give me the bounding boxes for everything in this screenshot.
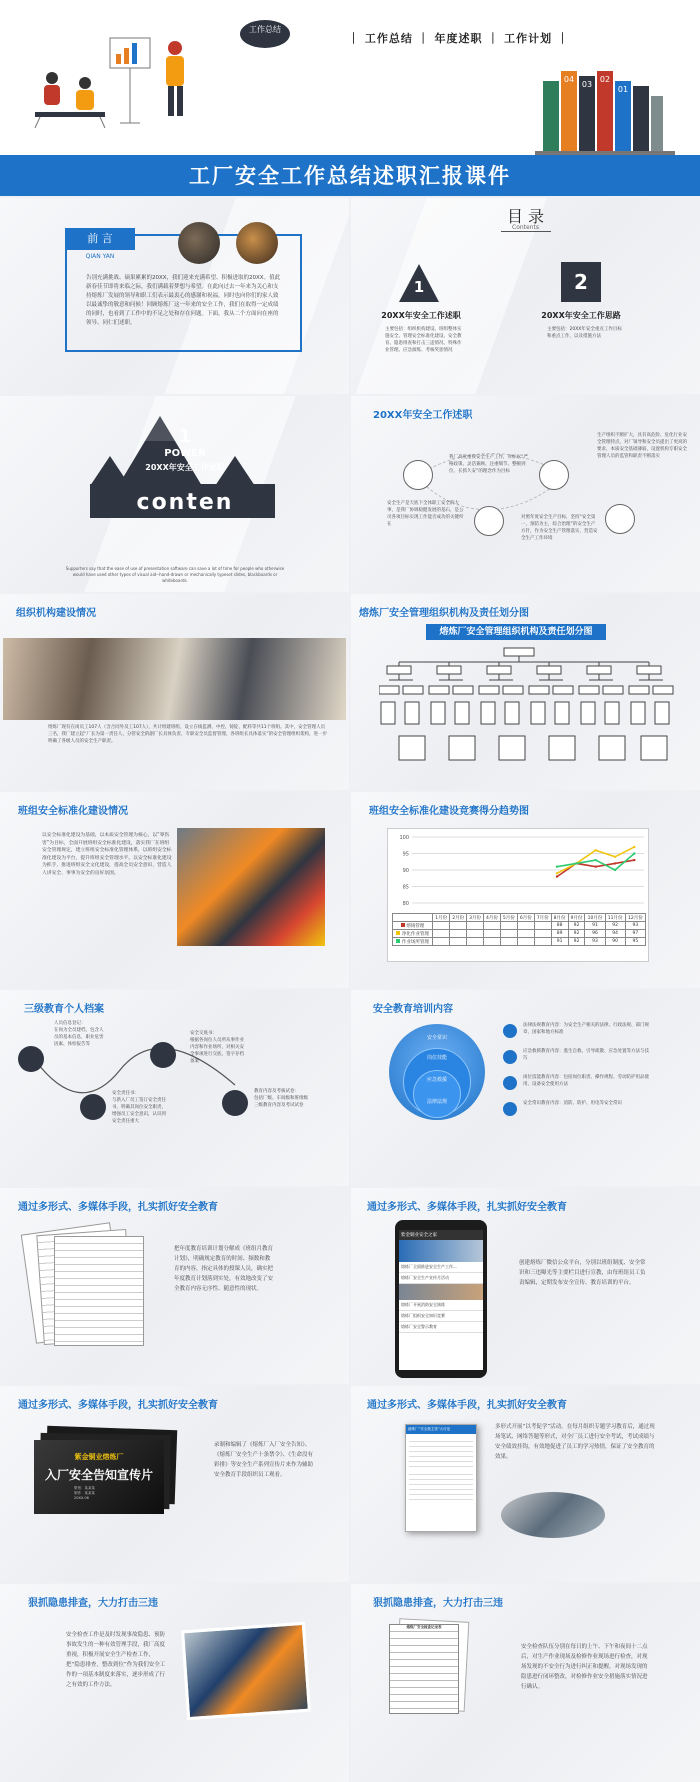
phone-header: 紫金铜业安全之家 [399,1230,483,1240]
work-summary-badge [240,20,290,48]
slide-org-chart [351,594,700,790]
news-thumb [399,1284,483,1300]
ring-label: 安全常识 [426,1035,447,1041]
slide-safety-overview [351,396,700,592]
phone-header: 熔炼厂“安全我主张”大讨论 [406,1425,476,1434]
slide-title: 班组安全标准化建设竞赛得分趋势图 [369,806,529,817]
exam-phone-screen [405,1424,477,1532]
series-label [393,930,433,938]
score-cell [484,938,501,946]
exam-body: 多形式开展“以考促学”活动。在每月组织专题学习教育后，通过现场笔试、网络答题等形式，对全厂员工进行安全考试，考试成绩与安全绩效挂钩，有效地促进了员工的学习热情，保证了安全教育的效果。 [495,1424,655,1460]
poster-credits: 策划：某某某 制作：某某某 20XX.06 [74,1486,95,1500]
phone-frame [395,1220,487,1378]
score-cell: 95 [625,938,645,946]
slide-title: 熔炼厂安全管理组织机构及责任划分图 [359,608,529,619]
score-cell: 92 [568,938,585,946]
globe-icon [539,460,569,490]
slide-org-construction [0,594,349,790]
news-item[interactable]: 熔炼厂组织安全知识竞赛 [399,1311,483,1322]
record-body: 安全检查队伍分别在每日的上午、下午和夜间十二点后，对生产作业现场及检修作业现场进行检查，对现场发现的不安全行为进行纠正和提醒，对现场发现的隐患进行闭环整改，对检修作业安全措施落实情况进行确认。 [521,1644,648,1690]
slide-title: 组织机构建设情况 [16,608,96,619]
form-title: 熔炼厂安全检查记录表 [390,1625,458,1630]
series-row [393,922,646,930]
data-point [633,846,635,848]
exam-content: 教育内容及考核试卷： 包括厂级、车间级和班组级三级教育内容及考试试卷 [254,1089,308,1108]
poster-company: 紫金铜业熔炼厂 [74,1453,124,1461]
team-award-photo [177,828,325,946]
header-nav: ｜ 工作总结 ｜ 年度述职 ｜ 工作计划 ｜ [348,32,569,45]
handshake-icon [150,1042,176,1068]
data-point [556,875,558,877]
data-point [594,849,596,851]
score-cell [517,922,534,930]
score-cell [500,938,517,946]
score-cell [450,930,467,938]
overview-text-1: 我厂高度重视安全生产工作，对标以“严格政策、灵活兼顾、注重细节、整顿到位、长抓久安”的理念作为目标 [449,455,528,474]
score-cell [484,922,501,930]
item2-desc: 主要包括：20XX年安全重点工作目标和重点工作，以及措施方法 [547,327,622,339]
score-cell [484,930,501,938]
score-cell: 92 [568,930,585,938]
score-cell [500,930,517,938]
section-number: 1 [178,426,192,447]
exam-hall-photo [501,1492,605,1538]
person-icon [18,1046,44,1072]
score-cell: 91 [585,922,605,930]
preface-heading-box [65,228,135,250]
promo-body: 录制和编辑了《熔炼厂入厂安全告知》、《熔炼厂安全生产十条禁令》、《生命没有彩排》等安全生产系列宣传片来作为辅助安全教育手段组织员工观看。 [214,1442,314,1478]
slide-title: 狠抓隐患排查，大力打击三违 [373,1598,503,1609]
ring-label: 法律法规 [426,1099,447,1105]
month-row [393,914,646,922]
preface-body: 告别充满挑战、硕果累累的20XX，我们迎来充满希望、积极进取的20XX。值此新春佳节即将来临之际，我们满载着梦想与希望。在此向过去一年来为关心和支持熔炼厂发展的领导和职工们表示最衷心的感谢和祝福。同时也向你们的家人致以最诚挚的敬意和问候！回顾熔炼厂这一年来的安全工作，我们在取得一定成绩的同时，也看到了工作中的不足之处和存在问题。下面，我从二个方面向在座的领导、同仁们述职。 [86,275,281,326]
data-point [614,856,616,858]
training-item: 应急救援教育内容：逃生自救、引导疏散、应急处置等方法与技巧 [523,1049,649,1061]
ring-label: 应急救援 [426,1077,447,1083]
month-cell: 5月份 [500,914,517,922]
data-point [594,866,596,868]
team-standard-body: 以安全标准化建设为基础，以本质安全管理为核心，以“零伤害”为目标，全面开展班组安全标准化建设，落实我厂在班组安全管理规定，建立班组安全标准化管理体系，以班组安全标准化建设为平台，提升班组安全管理水平。以安全标准化建设为抓手，推进班组安全文化建设，提高全员安全意识，营造人人讲安全、事事为安全的良好氛围。 [42,833,172,876]
preface-sub: QIAN YAN [85,253,115,260]
slide-exam-promote [351,1386,700,1582]
series-name: 净化作业管理 [401,931,429,937]
trend-chart [388,829,650,909]
y-tick-label: 85 [402,884,409,891]
slide-education-files [0,990,349,1186]
score-cell [450,938,467,946]
slide-title: 通过多形式、多媒体手段，扎实抓好安全教育 [367,1202,567,1213]
responsibility-book: 安全责任书： 与新入厂员工签订安全责任书，明确其岗位安全职责，增强员工安全意识，认识到安全责任重大 [112,1091,166,1124]
series-label [393,938,433,946]
y-tick-label: 90 [402,868,409,874]
training-item: 岗位技能教育内容：包括岗位职责、操作规程、劳动防护用品使用、设备安全使用方法 [523,1075,649,1087]
item1-number: 1 [413,278,425,296]
training-item: 安全常识教育内容：消防、防护、用电等安全常识 [523,1101,622,1106]
month-cell: 11月份 [605,914,625,922]
slide-title: 通过多形式、多媒体手段，扎实抓好安全教育 [18,1202,218,1213]
news-item[interactable]: 熔炼厂安全生产宣传月活动 [399,1273,483,1284]
data-point [614,869,616,871]
factory-photo-1 [178,222,220,264]
month-cell: 9月份 [568,914,585,922]
data-point [594,859,596,861]
safety-disclosure: 安全交底书： 根据各岗位人员所从事作业内容和作业场所，对相关安全事项进行交底，签字存档备案 [190,1031,244,1064]
slide-title: 班组安全标准化建设情况 [18,806,128,817]
score-cell [517,930,534,938]
org-body: 熔炼厂现有在岗员工107人（含合同外员工107人），共计组建班组，设立在线监测、中控、铸锭、配料等共11个班组。其中，安全管理人员三名，我厂建立起“厂长为第一责任人、分管安全的副厂长具体负责、专职安全员监督管理、各班组长具体落实”的安全管理组织架构，进一步明确了各级人员的安全生产职责。 [48,725,328,744]
month-cell: 10月份 [585,914,605,922]
news-item[interactable]: 熔炼厂开展消防安全演练 [399,1300,483,1311]
poster-title: 入厂安全告知宣传片 [44,1468,153,1482]
header-slide [0,0,700,196]
phone-screen [399,1230,483,1370]
y-tick-label: 100 [399,835,409,841]
score-cell: 92 [605,922,625,930]
month-cell: 12月份 [625,914,645,922]
slide-title: 通过多形式、多媒体手段，扎实抓好安全教育 [367,1400,567,1411]
series-name: 熔铸管理 [406,923,425,929]
score-cell [467,930,484,938]
book-label: 01 [617,85,629,94]
month-cell: 3月份 [467,914,484,922]
score-cell [467,938,484,946]
education-plan-body: 把年度教育培训计划分解成《班组月教育计划》，明确规定教育的时间、频数和教育的内容，指定具体的授课人员，确实把年度教育计划落到实处，有效地改变了安全教育内容无序性、随意性的现状。 [174,1246,274,1292]
contents-heading: 目 录 [506,207,545,226]
score-cell: 90 [605,938,625,946]
record-form [389,1624,459,1714]
slide-title: 通过多形式、多媒体手段，扎实抓好安全教育 [18,1400,218,1411]
data-point [556,866,558,868]
slide-promo-video [0,1386,349,1582]
chart-panel [387,828,649,962]
data-point [575,862,577,864]
molecule-icon [403,460,433,490]
series-row [393,930,646,938]
series-label [393,922,433,930]
inspection-photo [181,1622,311,1720]
score-cell [467,922,484,930]
data-point [633,852,635,854]
slide-training-content [351,990,700,1186]
score-cell: 88 [551,922,568,930]
month-cell: 1月份 [433,914,450,922]
conten-word: conten [136,490,234,515]
people-icon [222,1090,248,1116]
slide-team-standard [0,792,349,988]
badge-text: 工作总结 [249,25,281,34]
score-cell: 94 [605,930,625,938]
item2-number: 2 [561,262,601,302]
overview-text-4: 对照年度安全生产目标，坚持“安全第一，预防为主，综合治理”的安全生产方针，作为安全生产管理落实，营造安全生产工作环境 [521,515,598,541]
overview-text-2: 生产组织不断扩大，具有高危险、危化行业安全管理特点，对厂领导和安全员提出了更高的要求，本质安全基础薄弱，设置机构专职安全管理人员的监管和职责不断落实 [597,433,687,459]
book-label: 03 [581,80,593,89]
score-cell: 93 [625,922,645,930]
factory-photo-2 [236,222,278,264]
y-tick-label: 80 [402,901,409,907]
clock-icon [80,1094,106,1120]
month-cell: 7月份 [534,914,551,922]
series-name: 作业场所管理 [401,939,429,945]
score-cell: 96 [585,930,605,938]
data-point [633,859,635,861]
news-item[interactable]: 熔炼厂全面推进安全生产工作... [399,1262,483,1273]
item1-desc: 主要包括：组织机构建设、班组整体实施安全、管理安全标准化建设、安全教育、隐患排查和打击三违情况、特殊作业管理、应急演练、考核奖惩情况 [385,327,462,353]
slide-title: 安全教育培训内容 [373,1004,453,1015]
contents-sub: Contents [512,224,539,231]
main-title: 工厂安全工作总结述职汇报课件 [189,164,511,188]
meeting-illustration [30,28,230,146]
bulb-icon [605,504,635,534]
org-tree [379,646,679,776]
score-cell: 93 [585,938,605,946]
series-row [393,938,646,946]
eye-icon [503,1050,517,1064]
score-cell [450,922,467,930]
overview-text-3: 安全生产是天底下全体职工安全的大事，是我厂协调稳健发展的基石，是公司各项目标实现工作能否成功的关键所在 [387,501,464,527]
section-title: 20XX年安全工作述职 [145,463,225,472]
slide-education-plan [0,1188,349,1384]
org-banner: 熔炼厂安全管理组织机构及责任划分图 [426,624,606,640]
score-cell [517,938,534,946]
month-cell: 6月份 [517,914,534,922]
training-item: 法律法规教育内容：为安全生产相关的法律、行政法规、部门规章，国家和地方标准 [523,1023,649,1035]
score-cell [534,938,551,946]
wechat-body: 创建熔炼厂微信公众平台，分别以班组制度、安全常识和三违曝光等主要栏目进行宣教，由每班组员工负责编辑，定期发布安全宣传、教育培训的平台。 [519,1260,646,1286]
slide-wechat-platform [351,1188,700,1384]
slide-hazard-record [351,1584,700,1782]
data-point [614,862,616,864]
slide-score-trend [351,792,700,988]
eye-icon [503,1102,517,1116]
score-cell [500,922,517,930]
section-caption: Supporters say that the ease of use of presentation software can save a lot of time for people who otherwise would have used other types of visual aid--hand-drawn or mechanically typeset slides, blackboards or whiteboards. [65,566,285,583]
item2-title: 20XX年安全工作思路 [541,311,621,320]
slide-title: 三级教育个人档案 [24,1004,104,1015]
eye-icon [503,1076,517,1090]
info-register: 人员信息登记： 在岗为全员建档，包含人员的基本信息，职业危害因素、体检报告等 [54,1021,104,1047]
news-banner [399,1240,483,1262]
preface-heading: 前 言 [87,232,113,245]
slide-preface [0,198,349,394]
score-cell: 91 [551,938,568,946]
score-cell [433,930,450,938]
power-word: POWER [164,448,206,459]
team-photo [3,638,346,720]
book-label: 02 [599,75,611,84]
month-cell: 8月份 [551,914,568,922]
news-item[interactable]: 熔炼厂安全警示教育 [399,1322,483,1333]
slide-title: 狠抓隐患排查，大力打击三违 [28,1598,158,1609]
slide-section-power [0,396,349,592]
slide-contents [351,198,700,394]
month-cell: 2月份 [450,914,467,922]
ring-label: 岗位技能 [426,1055,447,1061]
corner-cell [393,914,433,922]
eye-icon [503,1024,517,1038]
score-cell [534,930,551,938]
slide-title: 20XX年安全工作述职 [373,410,473,421]
hazard-body: 安全检查工作是及时发现事故隐患、预防事故发生的一种有效管理手段，我厂高度重视，积极开展安全生产检查工作，把“隐患排查，整改到位”作为我们安全工作的一项基本制度来落实，逐步形成了行之有效的工作方法。 [66,1632,166,1688]
score-cell [433,938,450,946]
score-cell: 92 [568,922,585,930]
book-label: 04 [563,75,575,84]
slide-hazard-check [0,1584,349,1782]
score-cell [534,922,551,930]
y-tick-label: 95 [402,851,409,858]
cloud-icon [474,506,504,536]
month-cell: 4月份 [484,914,501,922]
score-cell: 89 [551,930,568,938]
item1-title: 20XX年安全工作述职 [381,311,461,320]
data-point [556,872,558,874]
score-cell [433,922,450,930]
score-table [392,913,646,946]
score-cell: 97 [625,930,645,938]
